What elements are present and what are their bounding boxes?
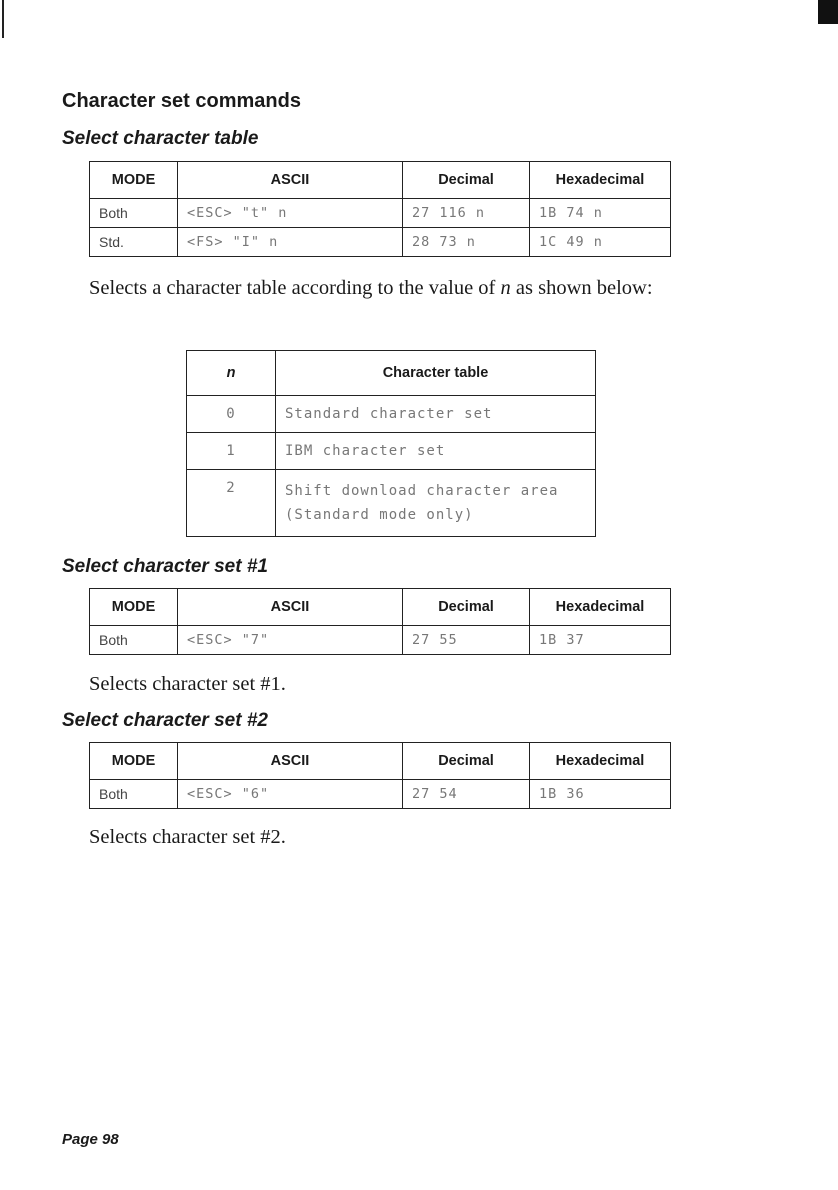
- cell-ascii: <ESC> "7": [178, 626, 403, 655]
- col-ascii: ASCII: [178, 589, 403, 626]
- col-hex: Hexadecimal: [530, 743, 671, 780]
- col-hex: Hexadecimal: [530, 589, 671, 626]
- select-table-command-table: [89, 161, 671, 257]
- cell-hex: 1B 36: [530, 780, 671, 809]
- set1-command-table: [89, 588, 671, 655]
- table-row: [90, 199, 671, 228]
- cell-hex: 1B 74 n: [530, 199, 671, 228]
- cell-hex: 1C 49 n: [530, 228, 671, 257]
- page-number: Page 98: [62, 1131, 119, 1148]
- col-character-table: Character table: [276, 351, 596, 396]
- cell-label: Standard character set: [276, 396, 596, 433]
- col-mode: MODE: [90, 743, 178, 780]
- set2-description: Selects character set #2.: [89, 826, 286, 848]
- select-table-heading: Select character table: [62, 128, 259, 149]
- table-header-row: [90, 162, 671, 199]
- scan-edge-mark: [2, 0, 4, 38]
- cell-n: 1: [187, 433, 276, 470]
- table-row: [90, 626, 671, 655]
- table-header-row: [90, 589, 671, 626]
- desc-variable: n: [500, 277, 511, 299]
- col-ascii: ASCII: [178, 162, 403, 199]
- set1-description: Selects character set #1.: [89, 673, 286, 695]
- cell-decimal: 27 55: [403, 626, 530, 655]
- set2-heading: Select character set #2: [62, 710, 268, 731]
- cell-hex: 1B 37: [530, 626, 671, 655]
- table-header-row: [90, 743, 671, 780]
- cell-mode: Both: [90, 780, 178, 809]
- page-tab-mark: [818, 0, 838, 24]
- cell-label: Shift download character area (Standard mode only): [276, 470, 596, 537]
- col-hex: Hexadecimal: [530, 162, 671, 199]
- col-decimal: Decimal: [403, 589, 530, 626]
- col-n: n: [187, 351, 276, 396]
- col-ascii: ASCII: [178, 743, 403, 780]
- col-mode: MODE: [90, 589, 178, 626]
- cell-mode: Std.: [90, 228, 178, 257]
- cell-decimal: 27 116 n: [403, 199, 530, 228]
- cell-label: IBM character set: [276, 433, 596, 470]
- set2-command-table: [89, 742, 671, 809]
- table-row: [90, 228, 671, 257]
- cell-decimal: 28 73 n: [403, 228, 530, 257]
- col-mode: MODE: [90, 162, 178, 199]
- desc-text: as shown below:: [510, 277, 653, 299]
- character-table-values: [186, 350, 596, 537]
- select-table-description: [89, 274, 689, 302]
- cell-ascii: <FS> "I" n: [178, 228, 403, 257]
- section-heading: Character set commands: [62, 90, 301, 112]
- table-header-row: [187, 351, 596, 396]
- desc-text: Selects a character table according to the value of: [89, 277, 501, 299]
- cell-mode: Both: [90, 626, 178, 655]
- table-row: [90, 780, 671, 809]
- cell-ascii: <ESC> "6": [178, 780, 403, 809]
- table-row: [187, 433, 596, 470]
- table-row: [187, 396, 596, 433]
- set1-heading: Select character set #1: [62, 556, 268, 577]
- table-row: [187, 470, 596, 537]
- cell-ascii: <ESC> "t" n: [178, 199, 403, 228]
- cell-n: 0: [187, 396, 276, 433]
- col-decimal: Decimal: [403, 162, 530, 199]
- cell-n: 2: [187, 470, 276, 537]
- cell-decimal: 27 54: [403, 780, 530, 809]
- col-decimal: Decimal: [403, 743, 530, 780]
- cell-mode: Both: [90, 199, 178, 228]
